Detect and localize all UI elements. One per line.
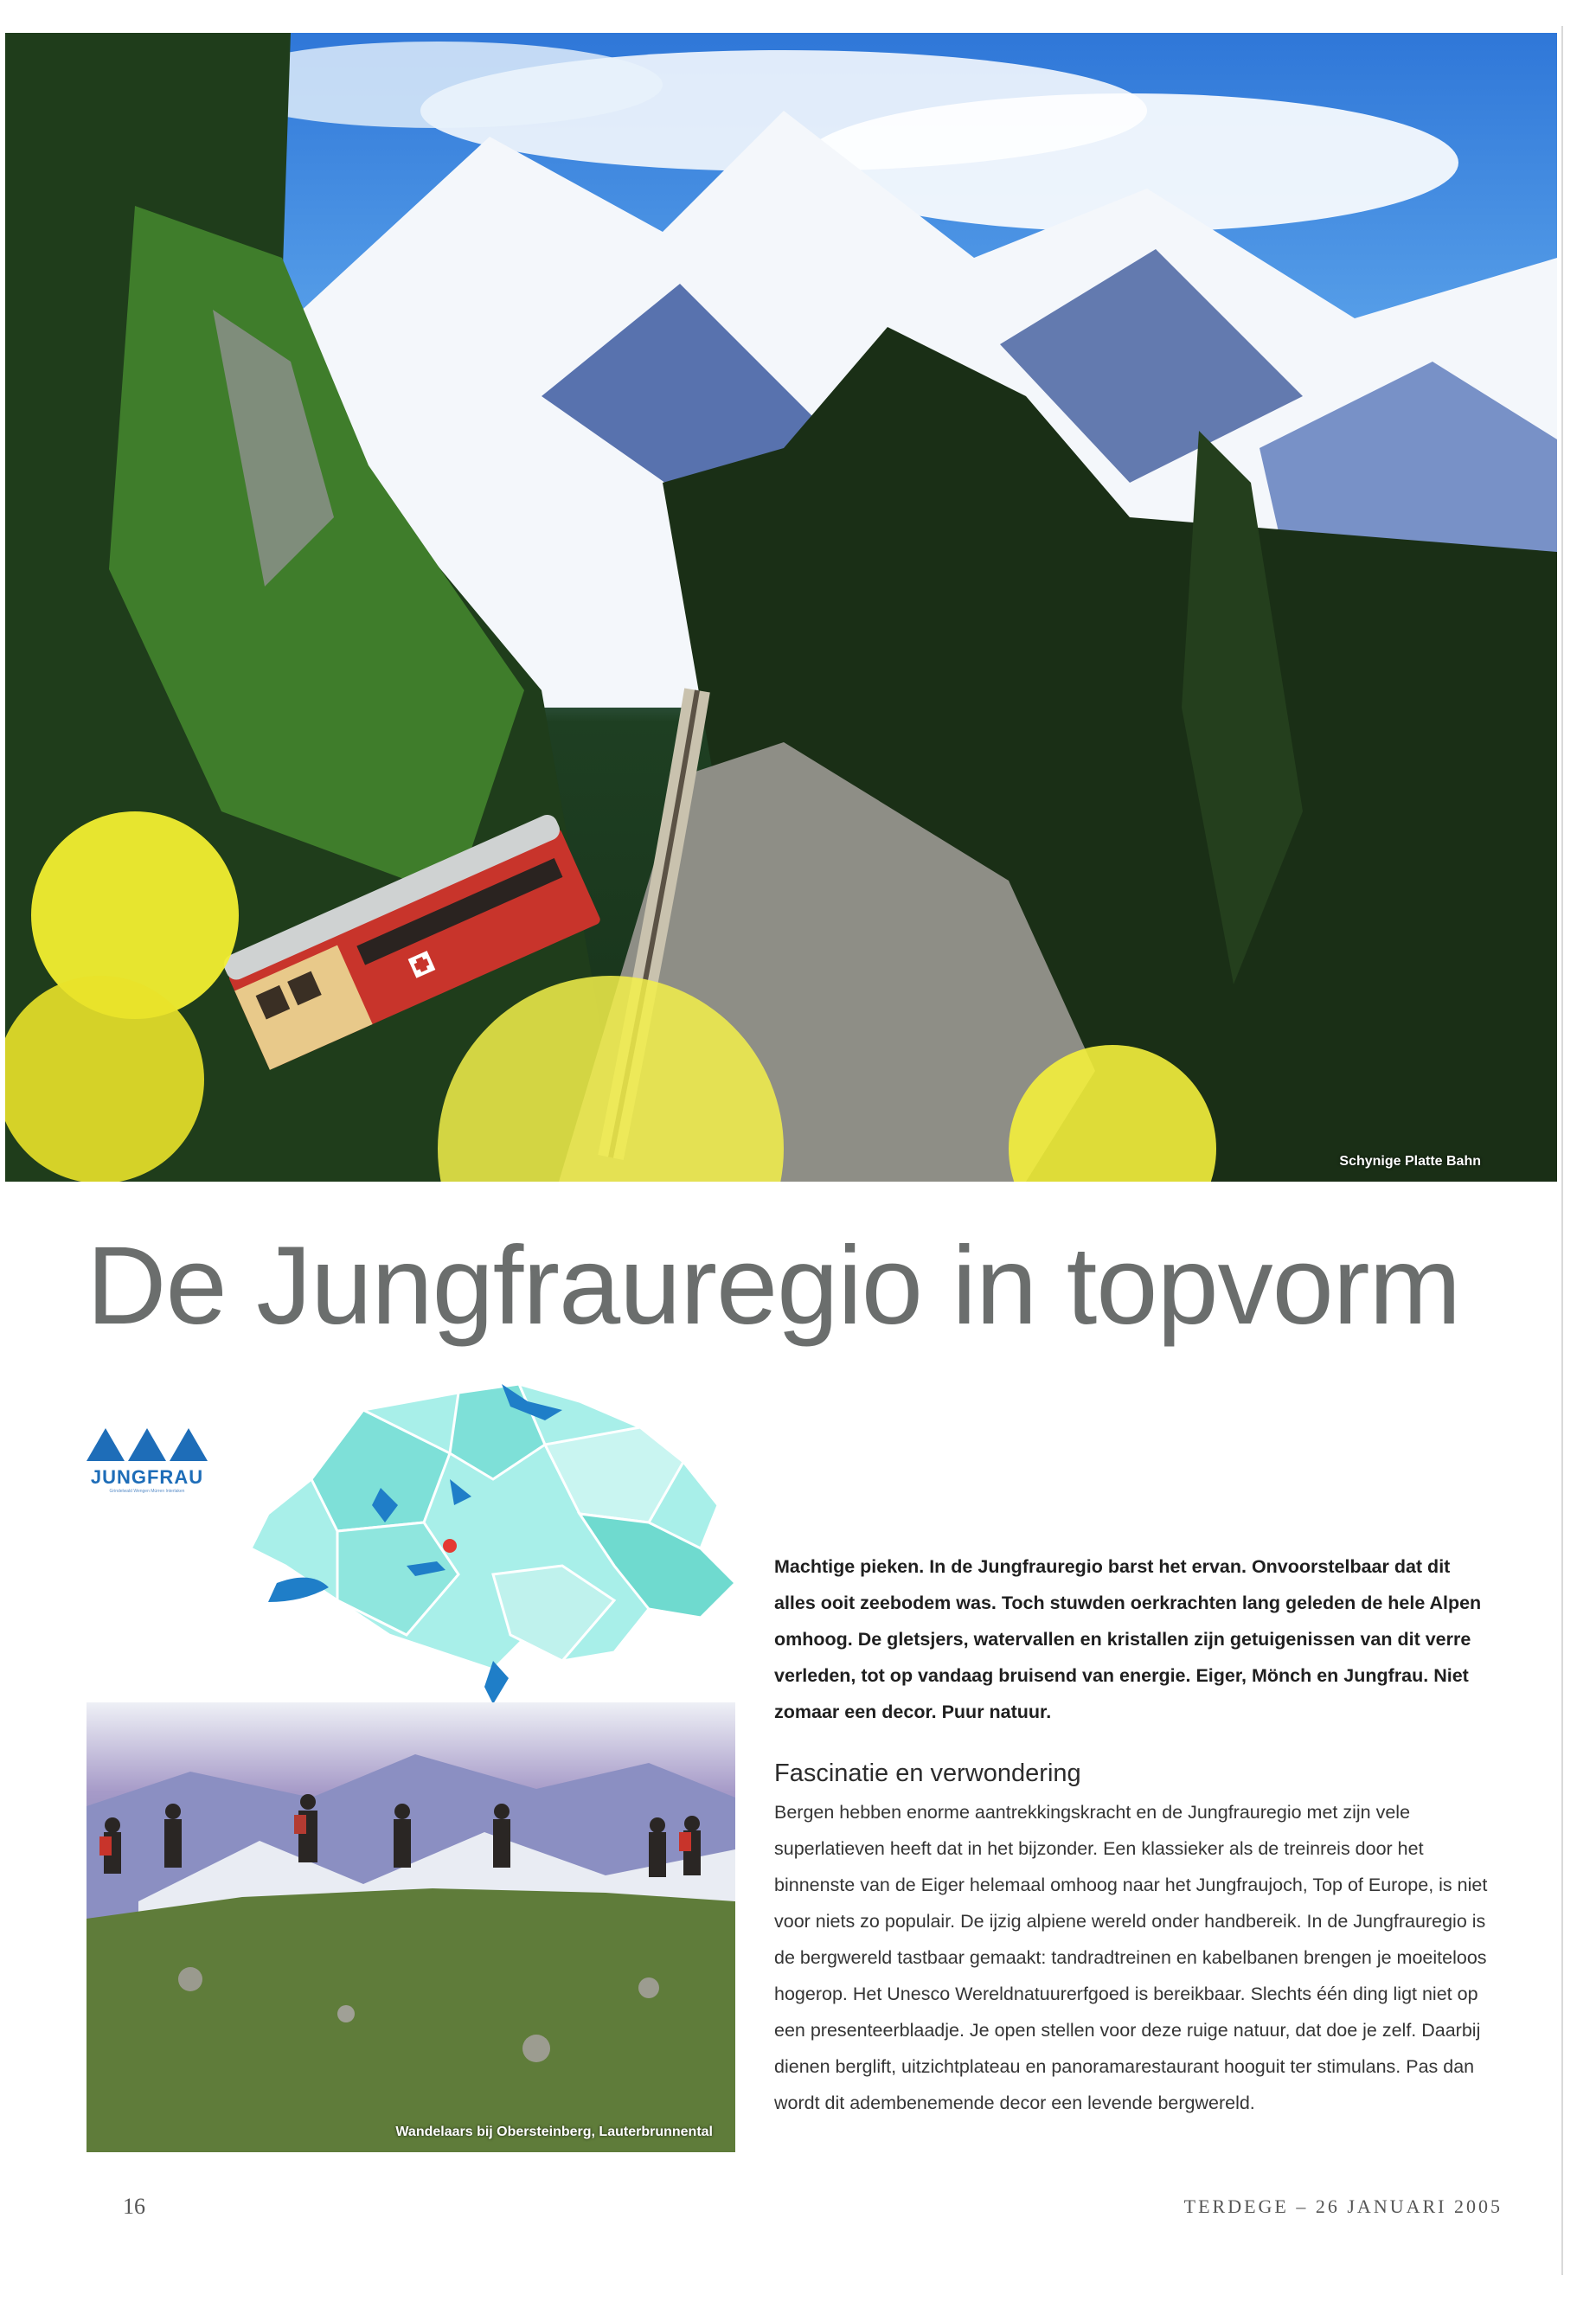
hero-photo — [5, 33, 1557, 1182]
publication-footer: TERDEGE – 26 JANUARI 2005 — [1183, 2195, 1503, 2217]
logo-tagline: Grindelwald Wengen Mürren Interlaken — [109, 1489, 185, 1494]
page-edge — [1561, 26, 1563, 2275]
hero-photo-illustration — [5, 33, 1557, 1182]
location-marker — [443, 1539, 457, 1553]
section-heading: Fascinatie en verwondering — [774, 1759, 1081, 1787]
page-title: De Jungfrauregio in topvorm — [87, 1224, 1461, 1348]
hikers-caption: Wandelaars bij Obersteinberg, Lauterbrunnental — [395, 2125, 713, 2139]
hikers-photo-illustration — [87, 1702, 735, 2152]
logo-wordmark: JUNGFRAU — [90, 1466, 204, 1488]
mountain-logo-icon — [87, 1423, 208, 1465]
hero-caption: Schynige Platte Bahn — [1339, 1154, 1481, 1169]
page-number: 16 — [123, 2194, 145, 2219]
switzerland-map — [234, 1375, 735, 1713]
jungfrau-logo — [87, 1423, 208, 1501]
article-intro: Machtige pieken. In de Jungfrauregio barst het ervan. Onvoorstelbaar dat dit alles ooit zeebodem was. Toch stuwden oerkrachten lang geleden de hele Alpen omhoog. De gletsjers, watervallen en kristallen zijn getuigenissen van dit verre verleden, tot op vandaag bruisend van energie. Eiger, Mönch en Jungfrau. Niet zomaar een decor. Puur natuur. — [774, 1556, 1482, 1722]
hikers-photo — [87, 1702, 735, 2152]
article-body: Bergen hebben enorme aantrekkingskracht en de Jungfrauregio met zijn vele superlatieven heeft dat in het bijzonder. Een klassieker als de treinreis door het binnenste van de Eiger helemaal omhoog naar het Jungfraujoch, Top of Europe, is niet voor niets zo populair. De ijzig alpiene wereld onder handbereik. In de Jungfrauregio is de bergwereld tastbaar gemaakt: tandradtreinen en kabelbanen brengen je moeiteloos hogerop. Het Unesco Wereldnatuurerfgoed is bereikbaar. Slechts één ding ligt niet op een presenteerblaadje. Je open stellen voor deze ruige natuur, dat doe je zelf. Daarbij dienen berglift, uitzichtplateau en panoramarestaurant hooguit ter stimulans. Pas dan wordt dit adembenemende decor een levende bergwereld. — [774, 1802, 1488, 2113]
map-illustration — [234, 1375, 735, 1713]
